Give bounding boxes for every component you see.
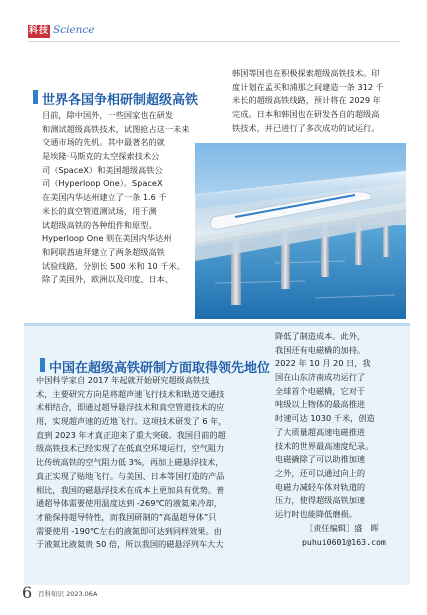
text-line: 需要使用 -190℃左右的液氮即可达到同样效果。由 — [36, 525, 222, 536]
text-line: 试超级高铁的各种组件和原型。 — [42, 219, 157, 230]
title-accent-bar — [33, 90, 38, 104]
article2-right-column — [275, 330, 375, 522]
text-line: 相比，我国的磁悬浮技术在成本上更加具有优势。普 — [36, 484, 225, 495]
article1-right-column — [232, 67, 384, 135]
text-line: 度计划在孟买和浦那之间建造一条 312 千 — [232, 81, 384, 92]
text-line: 了大质量超高速电磁推进 — [275, 426, 366, 437]
text-line: 术，主要研究方向是将超声速飞行技术和轨道交通技 — [36, 388, 225, 399]
text-line: 全球首个电磁橇，它对于 — [275, 385, 366, 396]
text-line: 司（Hyperloop One）。SpaceX — [42, 178, 163, 189]
text-line: 于液氮比液氦贵 50 倍，所以我国的磁悬浮列车大大 — [36, 539, 224, 550]
page-number: 6 — [22, 583, 33, 602]
text-line: 之外，还可以通过向上的 — [275, 467, 366, 478]
text-line: 韩国等国也在积极探索超级高铁技术。印 — [232, 68, 380, 78]
title-accent-bar — [40, 358, 45, 372]
text-line: 我国还有电磁橇的加持。 — [275, 344, 366, 355]
text-line: 比传统高铁的空气阻力低 3%，再加上磁悬浮技术， — [36, 457, 224, 468]
text-line: 中国科学家自 2017 年起就开始研究超级高铁技 — [36, 375, 210, 385]
section-badge: 科技 — [28, 26, 49, 36]
article1-left-column — [42, 109, 189, 287]
text-line: 和阿联酋迪拜建立了两条超级高铁 — [42, 246, 165, 257]
editor-email: puhui0601@163.com — [302, 537, 386, 547]
text-line: 电磁撬除了可以助推加速 — [275, 454, 366, 465]
text-line: 和测试超级高铁技术，试图抢占这一未来 — [42, 123, 190, 134]
article1-title: 世界各国争相研制超级高铁 — [42, 93, 199, 108]
text-line: 司（SpaceX）和美国超级高铁公 — [42, 164, 163, 175]
text-line: 通超导体需要使用温度达到 -269℃的液氦来冷却， — [36, 498, 222, 509]
article2-title: 中国在超级高铁研制方面取得领先地位 — [49, 361, 271, 376]
text-line: 米长的超级高铁线路，预计将在 2029 年 — [232, 95, 381, 106]
text-line: 才能保持超导特性，而我国研制的“高温超导体”只 — [36, 511, 217, 522]
text-line: 术相结合，即通过超导悬浮技术和真空管道技术的应 — [36, 402, 225, 413]
editor-credit — [305, 522, 379, 536]
highlight-box-top-border — [24, 323, 410, 326]
text-line: 交通市场的先机。其中最著名的就 — [42, 137, 165, 148]
text-line: 铁技术，并已进行了多次成功的试运行。 — [232, 122, 380, 133]
hyperloop-illustration — [195, 143, 406, 319]
text-line: 除了美国外，欧洲以及印度、日本、 — [42, 274, 174, 285]
text-line: Hyperloop One 则在美国内华达州 — [42, 233, 172, 244]
text-line: 2022 年 10 月 20 日，我 — [275, 358, 371, 369]
text-line: 压力，使得超级高铁加速 — [275, 495, 366, 506]
text-line: 时速可达 1030 千米，创造 — [275, 413, 375, 424]
publication-info: 百科知识 2023.06A — [38, 590, 98, 598]
text-line: 直到 2023 年才真正迎来了重大突破。我国目前的超 — [36, 429, 226, 440]
article2-left-column — [36, 374, 227, 552]
text-line: 真正实现了贴地飞行。与美国、日本等国打造的产品 — [36, 470, 225, 481]
section-label-english: Science — [53, 24, 95, 36]
text-line: 试验线路，分别长 500 米和 10 千米。 — [42, 260, 185, 271]
text-line: 降低了制造成本。此外， — [275, 331, 366, 341]
text-line: 技术的世界最高速度纪录。 — [275, 440, 374, 451]
editor-label: ［责任编辑］ — [305, 523, 355, 533]
text-line: 是埃隆·马斯克的太空探索技术公 — [42, 151, 160, 162]
text-line: 米长的真空管道测试场，用于测 — [42, 205, 157, 216]
text-line: 电磁力减轻车体对轨道的 — [275, 481, 366, 492]
text-line: 目前，除中国外，一些国家也在研发 — [42, 110, 174, 120]
text-line: 国在山东济南成功运行了 — [275, 372, 366, 383]
editor-name: 盛 晖 — [354, 523, 379, 533]
text-line: 级高铁技术已经实现了在低真空环境运行，空气阻力 — [36, 443, 225, 454]
text-line: 完成。日本和韩国也在研发各自的超级高 — [232, 109, 380, 120]
text-line: 用，实现超声速的近地飞行。这项技术研发了 6 年， — [36, 416, 227, 427]
text-line: 运行时也能降低磨损。 — [275, 508, 357, 519]
header-divider — [28, 41, 400, 42]
text-line: 在美国内华达州建立了一条 1.6 千 — [42, 192, 167, 203]
text-line: 吨级以上物体的最高推进 — [275, 399, 366, 410]
